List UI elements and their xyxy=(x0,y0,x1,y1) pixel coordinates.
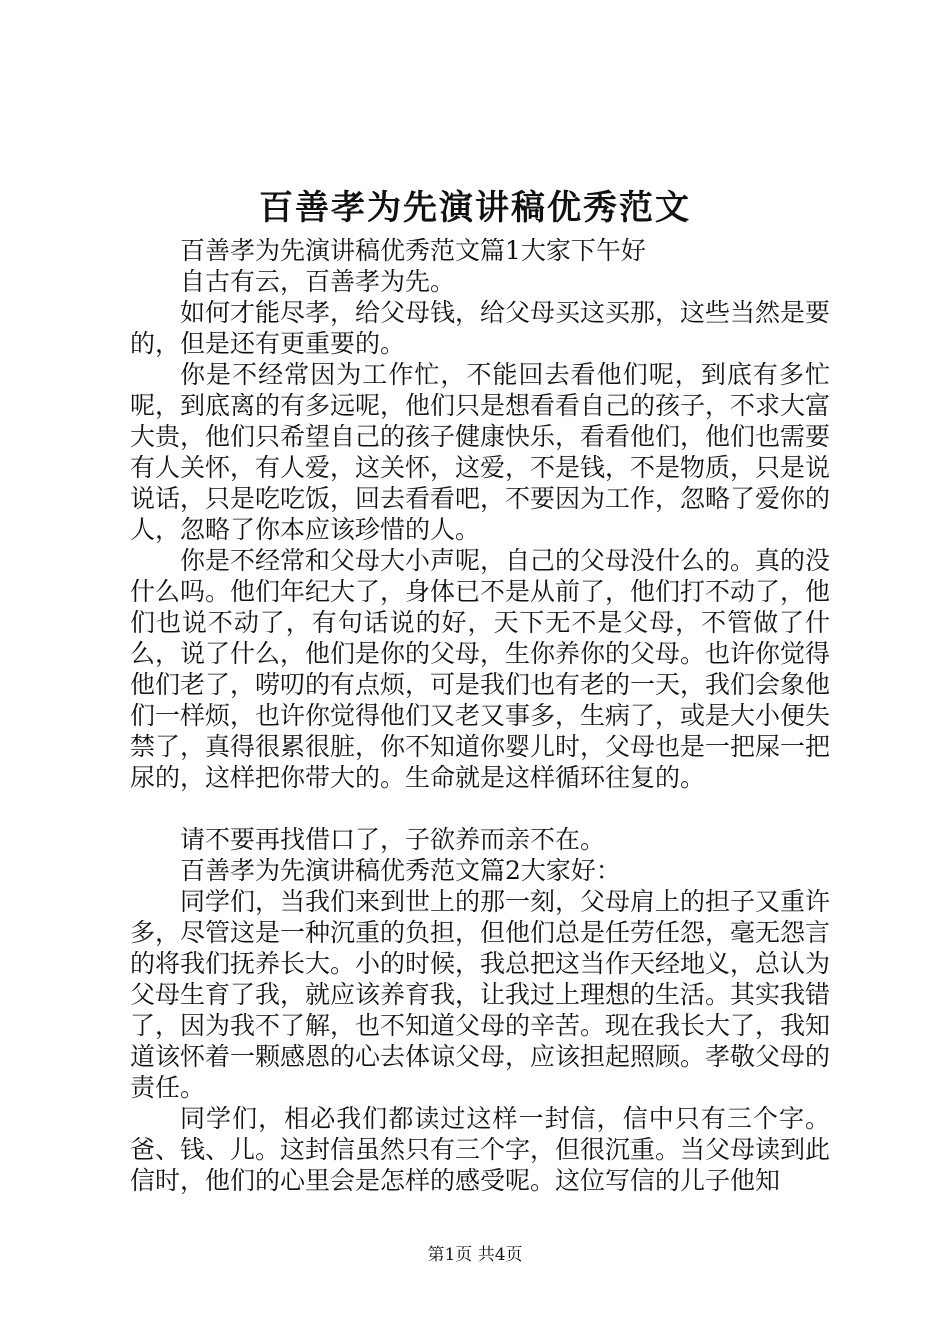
document-title: 百善孝为先演讲稿优秀范文 xyxy=(259,188,691,228)
paragraph: 同学们，相必我们都读过这样一封信，信中只有三个字。爸、钱、儿。这封信虽然只有三个字，但很沉重。当父母读到此信时，他们的心里会是怎样的感受呢。这位写信的儿子他知 xyxy=(130,1104,831,1195)
paragraph: 百善孝为先演讲稿优秀范文篇2大家好： xyxy=(180,856,621,885)
paragraph: 同学们，当我们来到世上的那一刻，父母肩上的担子又重许多，尽管这是一种沉重的负担，但他们总是任劳任怨，毫无怨言的将我们抚养长大。小的时候，我总把这当作天经地义，总认为父母生育了我，就应该养育我，让我过上理想的生活。其实我错了，因为我不了解，也不知道父母的辛苦。现在我长大了，我知道该怀着一颗感恩的心去体谅父母，应该担起照顾。孝敬父母的责任。 xyxy=(130,887,831,1102)
document-body xyxy=(130,235,830,1196)
paragraph: 你是不经常因为工作忙，不能回去看他们呢，到底有多忙呢，到底离的有多远呢，他们只是想看看自己的孩子，不求大富大贵，他们只希望自己的孩子健康快乐，看看他们，他们也需要有人关怀，有人爱，这关怀，这爱，不是钱，不是物质，只是说说话，只是吃吃饭，回去看看吧，不要因为工作，忽略了爱你的人，忽略了你本应该珍惜的人。 xyxy=(130,360,831,544)
paragraph: 自古有云，百善孝为先。 xyxy=(180,267,456,296)
page-number-footer: 第1页 共4页 xyxy=(427,1245,523,1265)
paragraph: 你是不经常和父母大小声呢，自己的父母没什么的。真的没什么吗。他们年纪大了，身体已不是从前了，他们打不动了，他们也说不动了，有句话说的好，天下无不是父母，不管做了什么，说了什么，他们是你的父母，生你养你的父母。也许你觉得他们老了，唠叨的有点烦，可是我们也有老的一天，我们会象他们一样烦，也许你觉得他们又老又事多，生病了，或是大小便失禁了，真得很累很脏，你不知道你婴儿时，父母也是一把屎一把尿的，这样把你带大的。生命就是这样循环往复的。 xyxy=(130,546,831,792)
paragraph: 请不要再找借口了，子欲养而亲不在。 xyxy=(180,825,606,854)
paragraph: 如何才能尽孝，给父母钱，给父母买这买那，这些当然是要的，但是还有更重要的。 xyxy=(130,298,831,358)
paragraph: 百善孝为先演讲稿优秀范文篇1大家下午好 xyxy=(180,236,646,265)
